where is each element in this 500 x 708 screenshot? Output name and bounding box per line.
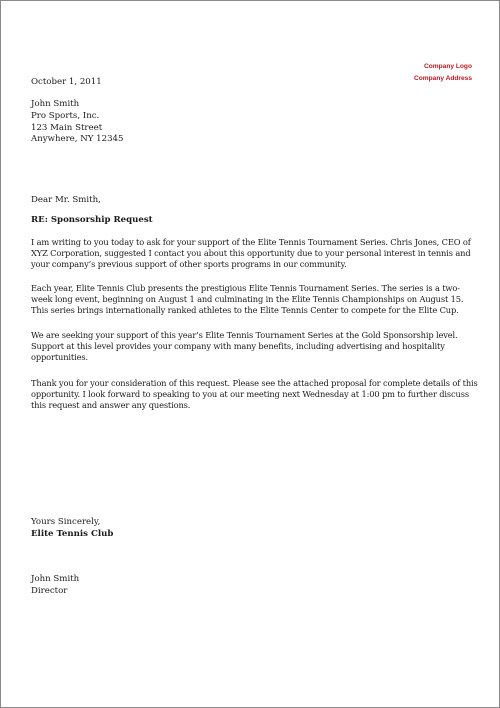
recipient-city: Anywhere, NY 12345 xyxy=(31,134,124,145)
recipient-address xyxy=(31,99,124,146)
letter-date: October 1, 2011 xyxy=(31,77,102,87)
signer-name: John Smith xyxy=(31,574,80,584)
body-paragraph: I am writing to you today to ask for your support of the Elite Tennis Tournament Series. Chris Jones, CEO of XYZ Corporation, suggested I contact you about this opportunity due to your personal interest in tennis and your company’s previous support of other sports programs in our community. xyxy=(31,237,471,270)
salutation: Dear Mr. Smith, xyxy=(31,195,101,205)
closing-block xyxy=(31,516,113,540)
company-logo-placeholder: Company Logo xyxy=(424,63,472,70)
signer-title: Director xyxy=(31,586,68,596)
sender-organization: Elite Tennis Club xyxy=(31,529,114,539)
body-paragraph: Thank you for your consideration of this request. Please see the attached proposal for complete details of this opportunity. I look forward to speaking to you at our meeting next Wednesday at 1:00 pm to further discuss this request and answer any questions. xyxy=(31,378,478,411)
recipient-company: Pro Sports, Inc. xyxy=(31,110,100,121)
closing-phrase: Yours Sincerely, xyxy=(31,517,101,527)
signature-block xyxy=(31,573,79,597)
recipient-street: 123 Main Street xyxy=(31,122,103,133)
recipient-name: John Smith xyxy=(31,99,80,109)
subject-line: RE: Sponsorship Request xyxy=(31,215,153,225)
body-paragraph: Each year, Elite Tennis Club presents the prestigious Elite Tennis Tournament Series. The series is a two-week long event, beginning on August 1 and culminating in the Elite Tennis Championships on August 15. This series brings internationally ranked athletes to the Elite Tennis Center to compete for the Elite Cup. xyxy=(31,283,464,316)
company-address-placeholder: Company Address xyxy=(413,75,472,82)
company-header xyxy=(414,61,472,85)
body-paragraph: We are seeking your support of this year’s Elite Tennis Tournament Series at the Gold Sponsorship level. Support at this level provides your company with many benefits, including advertising and hospitality opportunities. xyxy=(31,330,458,363)
